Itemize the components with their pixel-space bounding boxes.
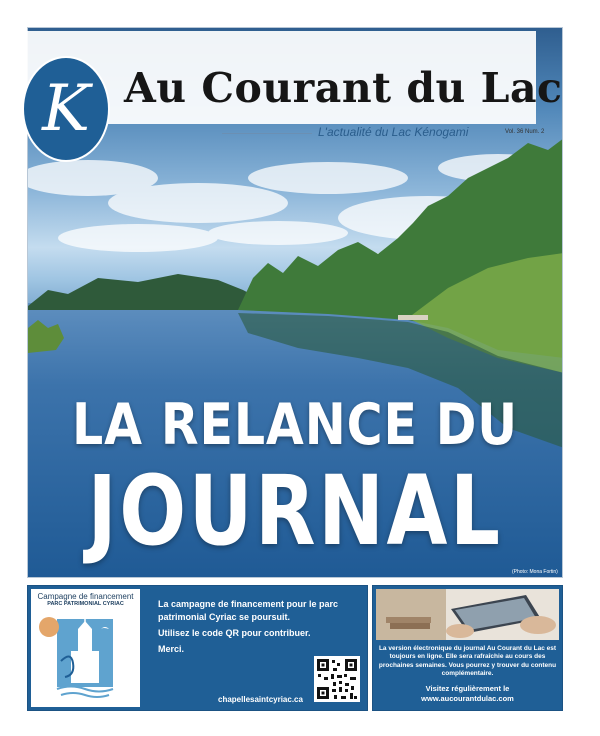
fundraising-text <box>158 598 363 659</box>
parc-label: PARC PATRIMONIAL CYRIAC <box>47 601 124 607</box>
newspaper-title: Au Courant du Lac <box>124 64 563 112</box>
website-link[interactable]: www.aucourantdulac.com <box>421 693 514 703</box>
tablet-reading-image <box>376 589 559 640</box>
headline-line-2: JOURNAL <box>87 455 503 567</box>
fundraising-url[interactable]: chapellesaintcyriac.ca <box>218 695 303 704</box>
visit-text: Visitez régulièrement le <box>425 684 510 693</box>
qr-code-icon <box>314 656 360 702</box>
qr-code[interactable] <box>314 656 360 702</box>
subtitle-divider <box>222 133 312 134</box>
k-logo: K <box>22 56 110 162</box>
volume-number: Vol. 36 Num. 2 <box>505 129 545 135</box>
newspaper-tagline: L'actualité du Lac Kénogami <box>318 125 469 139</box>
thanks-text: Merci. <box>158 644 185 654</box>
fundraising-message: La campagne de financement pour le parc patrimonial Cyriac se poursuit. <box>158 599 339 622</box>
campaign-label: Campagne de financement <box>37 592 134 601</box>
headline-line-1: LA RELANCE DU <box>72 392 518 458</box>
photo-credit: (Photo: Mona Fortin) <box>512 569 558 575</box>
website-cta <box>376 684 559 703</box>
qr-instruction: Utilisez le code QR pour contribuer. <box>158 628 311 638</box>
tablet-photo <box>376 589 559 640</box>
online-edition-text: La version électronique du journal Au Courant du Lac est toujours en ligne. Elle sera rafraîchie au cours des prochaines semaines. Vous pourrez y trouver du contenu complémentaire. <box>378 645 557 678</box>
